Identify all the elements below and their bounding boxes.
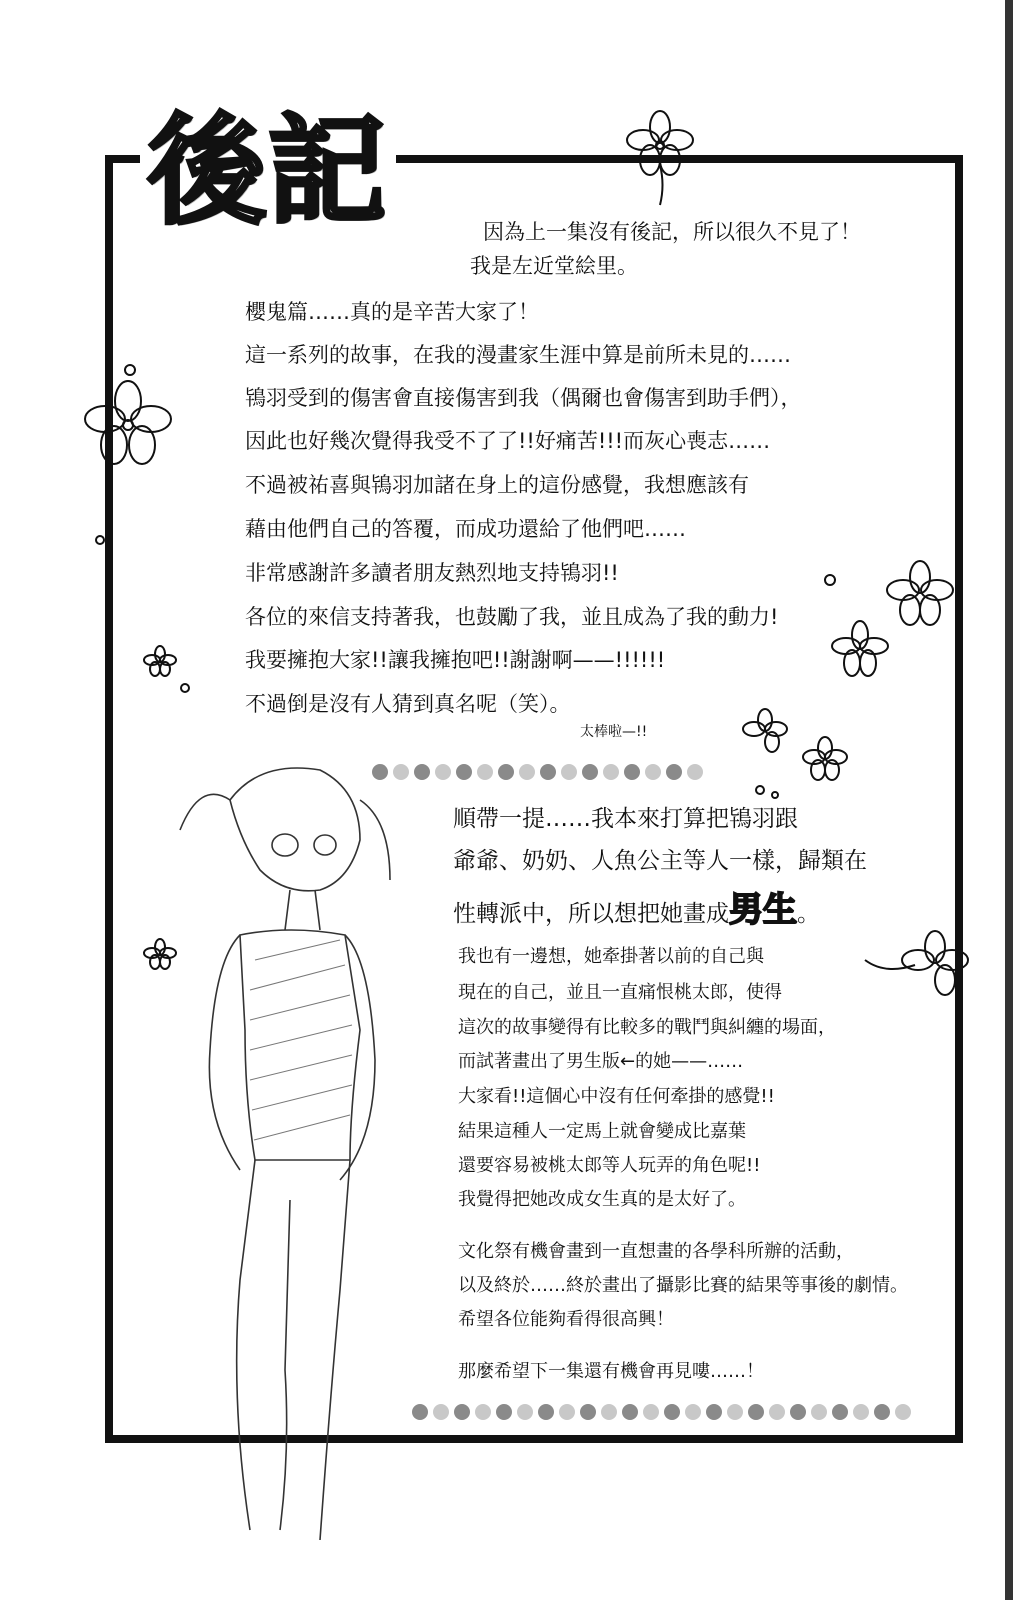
character-sketch	[180, 768, 390, 1540]
divider-dot	[895, 1404, 911, 1420]
divider-dot	[624, 764, 640, 780]
section3-line: 還要容易被桃太郎等人玩弄的角色呢!!	[458, 1155, 761, 1176]
divider-dot	[853, 1404, 869, 1420]
intro-line: 因為上一集沒有後記，所以很久不見了！	[483, 220, 861, 244]
divider-dot	[727, 1404, 743, 1420]
section3-line: 現在的自己，並且一直痛恨桃太郎，使得	[458, 982, 782, 1003]
section3-line: 大家看!!這個心中沒有任何牽掛的感覺!!	[458, 1086, 775, 1107]
section2-line: 順帶一提……我本來打算把鴇羽跟	[453, 806, 798, 832]
main-line: 各位的來信支持著我，也鼓勵了我，並且成為了我的動力!	[245, 605, 779, 629]
divider-dot	[582, 764, 598, 780]
divider-dot	[687, 764, 703, 780]
end-mark: 。	[797, 901, 820, 927]
divider-dot	[811, 1404, 827, 1420]
dot-divider	[372, 764, 703, 780]
divider-dot	[435, 764, 451, 780]
main-line: 這一系列的故事，在我的漫畫家生涯中算是前所未見的……	[245, 343, 791, 367]
divider-dot	[456, 764, 472, 780]
section2-line: 爺爺、奶奶、人魚公主等人一樣，歸類在	[453, 848, 867, 874]
divider-dot	[769, 1404, 785, 1420]
divider-dot	[414, 764, 430, 780]
main-line: 不過倒是沒有人猜到真名呢（笑）。	[245, 692, 571, 716]
divider-dot	[538, 1404, 554, 1420]
divider-dot	[874, 1404, 890, 1420]
page-title: 後記	[140, 112, 396, 230]
section2-line	[453, 890, 820, 930]
dot-divider	[412, 1404, 911, 1420]
main-line: 我要擁抱大家!!讓我擁抱吧!!謝謝啊——!!!!!!	[245, 648, 666, 672]
main-line: 鴇羽受到的傷害會直接傷害到我（偶爾也會傷害到助手們），	[245, 386, 802, 410]
section4-line: 文化祭有機會畫到一直想畫的各學科所辦的活動，	[458, 1241, 854, 1262]
divider-dot	[477, 764, 493, 780]
main-line: 不過被祐喜與鴇羽加諸在身上的這份感覺，我想應該有	[245, 473, 749, 497]
divider-dot	[666, 764, 682, 780]
main-line: 櫻鬼篇……真的是辛苦大家了！	[245, 300, 539, 324]
aside-note: 太棒啦—!!	[580, 724, 648, 740]
divider-dot	[393, 764, 409, 780]
divider-dot	[603, 764, 619, 780]
divider-dot	[517, 1404, 533, 1420]
closing-line: 那麼希望下一集還有機會再見嘍……！	[458, 1361, 764, 1382]
emphasis-text: 男生	[729, 890, 797, 930]
divider-dot	[372, 764, 388, 780]
main-line: 非常感謝許多讀者朋友熱烈地支持鴇羽!!	[245, 561, 619, 585]
section3-line: 我覺得把她改成女生真的是太好了。	[458, 1189, 746, 1210]
divider-dot	[433, 1404, 449, 1420]
divider-dot	[540, 764, 556, 780]
divider-dot	[664, 1404, 680, 1420]
divider-dot	[561, 764, 577, 780]
main-line: 因此也好幾次覺得我受不了了!!好痛苦!!!而灰心喪志……	[245, 429, 771, 453]
divider-dot	[643, 1404, 659, 1420]
divider-dot	[790, 1404, 806, 1420]
divider-dot	[685, 1404, 701, 1420]
section3-line: 這次的故事變得有比較多的戰鬥與糾纏的場面，	[458, 1017, 836, 1038]
divider-dot	[475, 1404, 491, 1420]
section4-line: 以及終於……終於畫出了攝影比賽的結果等事後的劇情。	[458, 1275, 908, 1296]
divider-dot	[622, 1404, 638, 1420]
main-line: 藉由他們自己的答覆，而成功還給了他們吧……	[245, 517, 686, 541]
section3-line: 我也有一邊想，她牽掛著以前的自己與	[458, 946, 764, 967]
divider-dot	[748, 1404, 764, 1420]
section4-line: 希望各位能夠看得很高興！	[458, 1309, 674, 1330]
divider-dot	[496, 1404, 512, 1420]
divider-dot	[601, 1404, 617, 1420]
divider-dot	[412, 1404, 428, 1420]
divider-dot	[645, 764, 661, 780]
section3-line: 而試著畫出了男生版←的她——……	[458, 1051, 744, 1072]
section3-line: 結果這種人一定馬上就會變成比嘉葉	[458, 1121, 746, 1142]
divider-dot	[706, 1404, 722, 1420]
divider-dot	[559, 1404, 575, 1420]
intro-line: 我是左近堂絵里。	[470, 254, 638, 278]
divider-dot	[498, 764, 514, 780]
divider-dot	[454, 1404, 470, 1420]
divider-dot	[580, 1404, 596, 1420]
section2-text: 性轉派中，所以想把她畫成	[453, 901, 729, 927]
divider-dot	[832, 1404, 848, 1420]
divider-dot	[519, 764, 535, 780]
